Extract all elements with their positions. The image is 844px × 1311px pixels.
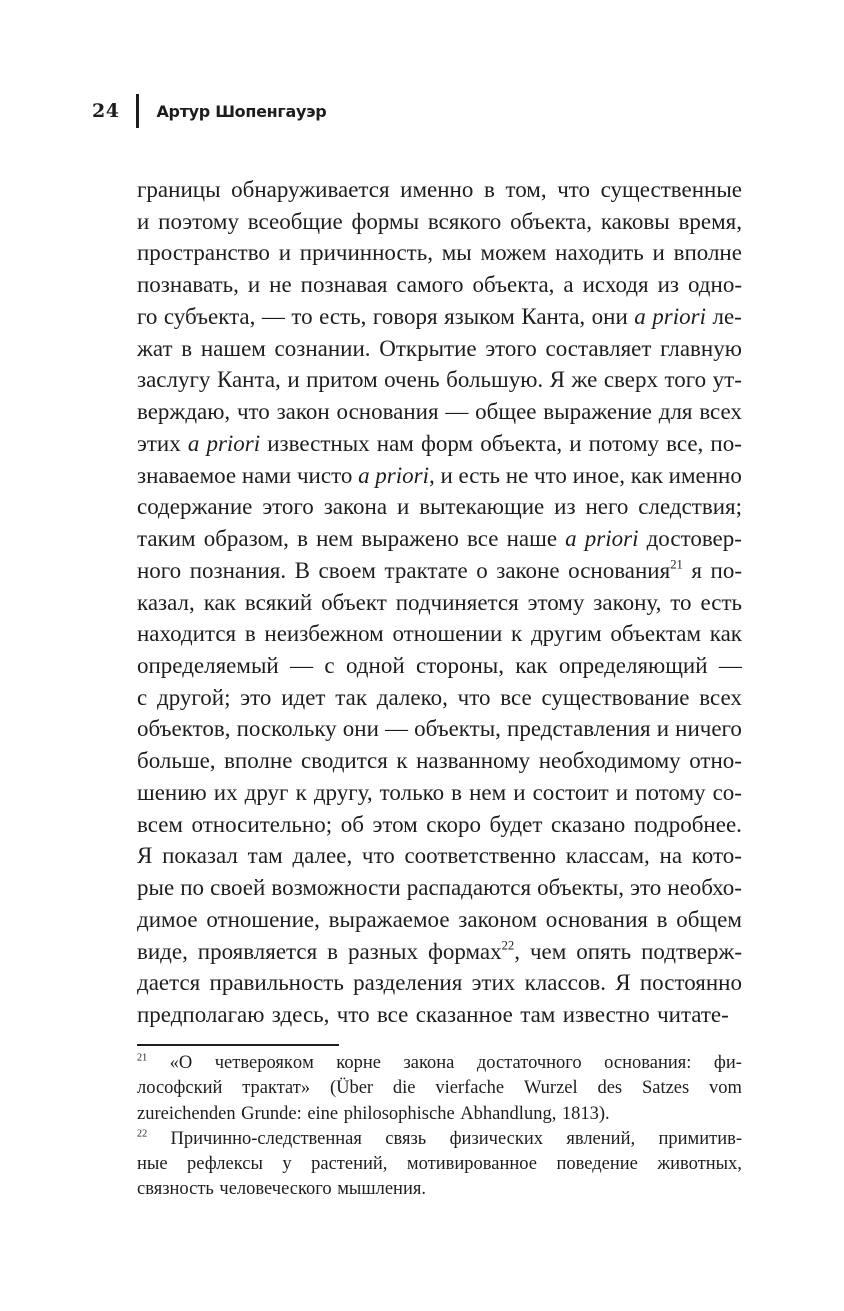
footnote-line: zureichenden Grunde: eine philosophische Abhandlung, 1813). [137,1103,610,1124]
text-line: содержание этого закона и вытекающие из него следствия; [137,494,742,520]
running-head-author: Артур Шопенгауэр [156,101,327,121]
text-line: пространство и причинность, мы можем находить и вполне [137,240,742,266]
footnote-line: ные рефлексы у растений, мотивированное поведение животных, [137,1154,742,1175]
text-line: границы обнаруживается именно в том, что существенные [137,177,742,202]
text-line: определяемый — с одной стороны, как определяющий — [137,653,742,679]
text-line: ного познания. В своем трактате о законе основания$^{21}$ я по- [137,557,742,583]
footnote-line: $^{22}$ Причинно-следственная связь физических явлений, примитив- [137,1128,742,1149]
footnote-line: связность человеческого мышления. [137,1179,426,1200]
footnote-ref[interactable]: 22 [137,1128,148,1140]
text-line: знаваемое нами чисто a priori, и есть не что иное, как именно [137,462,742,488]
footnote-ref[interactable]: 21 [670,557,683,572]
text-line: го субъекта, — то есть, говоря языком Канта, они a priori ле- [137,303,742,329]
text-line: дается правильность разделения этих классов. Я постоянно [137,970,742,996]
text-line: находится в неизбежном отношении к другим объектам как [137,621,742,647]
text-line: рые по своей возможности распадаются объекты, это необхо- [137,875,742,901]
text-line: таким образом, в нем выражено все наше a priori достовер- [137,526,742,552]
text-line: Я показал там далее, что соответственно классам, на кото- [137,843,742,869]
footnotes [137,1051,742,1203]
footnote-line: лософский трактат» (Über die vierfache Wurzel des Satzes vom [137,1078,742,1099]
text-line: объектов, поскольку они — объекты, представления и ничего [137,716,742,742]
text-line: познавать, и не познавая самого объекта, а исходя из одно- [137,272,742,298]
text-line: с другой; это идет так далеко, что все существование всех [137,684,742,710]
footnote-ref[interactable]: 22 [501,938,515,953]
text-line: заслугу Канта, и притом очень большую. Я же сверх того ут- [137,367,742,393]
text-line: жат в нашем сознании. Открытие этого составляет главную [137,335,742,361]
footnote-divider [137,1044,339,1046]
header-divider [136,94,139,128]
footnote-ref[interactable]: 21 [137,1052,148,1064]
page-number: 24 [92,100,120,122]
text-line: больше, вполне сводится к названному необходимому отно- [137,748,742,774]
footnote-line: $^{21}$ «О четвероякoм корне закона достаточного основания: фи- [137,1052,742,1073]
text-line: димое отношение, выражаемое законом основания в общем [137,906,742,932]
text-line: и поэтому всеобщие формы всякого объекта, каковы время, [137,208,742,234]
text-line: шению их друг к другу, только в нем и состоит и потому со- [137,779,742,805]
text-line: виде, проявляется в разных формах$^{22}$, чем опять подтверж- [137,938,742,964]
text-line: верждаю, что закон основания — общее выражение для всех [137,399,742,425]
text-line: предполагаю здесь, что все сказанное там известно читате- [137,1002,729,1028]
running-head [92,94,326,128]
text-line: казал, как всякий объект подчиняется этому закону, то есть [137,589,742,615]
text-line: этих a priori известных нам форм объекта, и потому все, по- [137,430,742,456]
main-text [137,174,742,1031]
text-line: всем относительно; об этом скоро будет сказано подробнее. [137,811,742,837]
